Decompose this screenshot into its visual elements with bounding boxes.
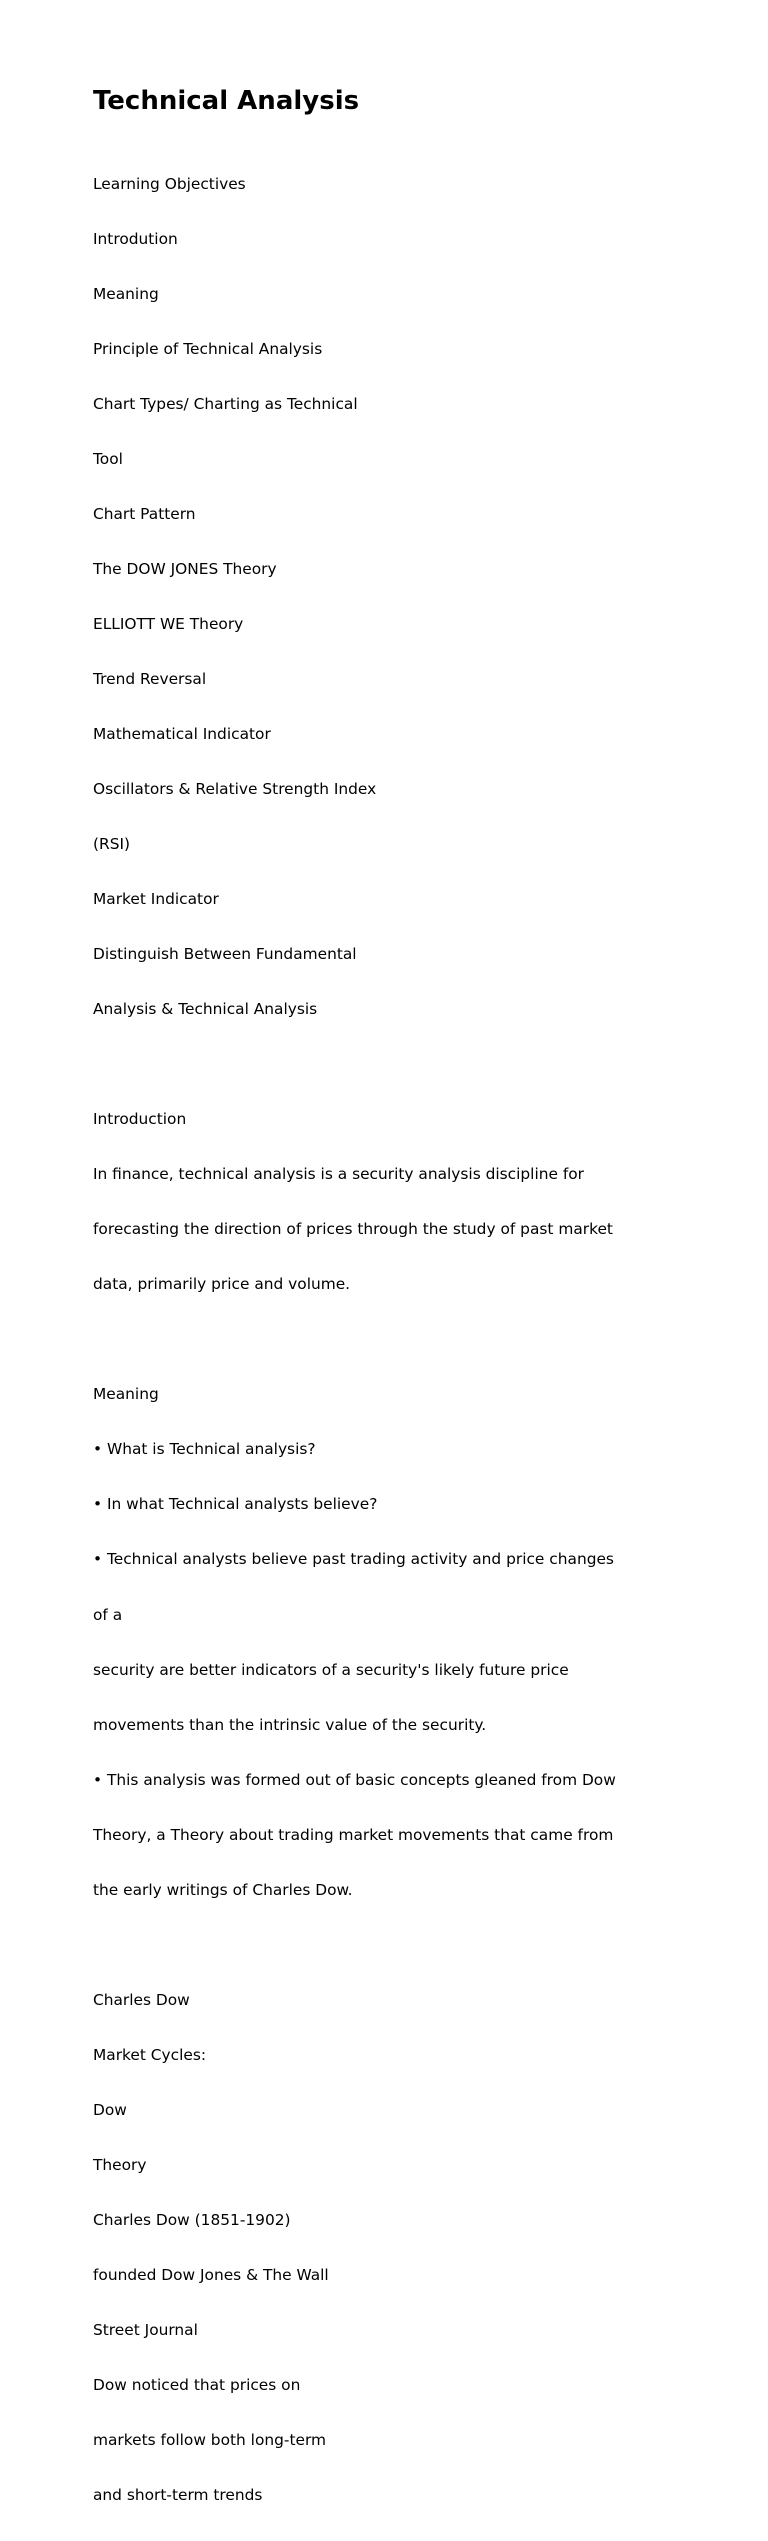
text-line: the early writings of Charles Dow.: [93, 1880, 353, 1899]
text-line: Introdution: [93, 229, 178, 248]
text-line: security are better indicators of a security's likely future price: [93, 1660, 569, 1679]
text-line: Trend Reversal: [93, 669, 207, 688]
section-heading-introduction: Introduction: [93, 1110, 187, 1129]
text-line: Market Cycles:: [93, 2045, 207, 2064]
text-line: Principle of Technical Analysis: [93, 339, 323, 358]
text-line: Theory, a Theory about trading market movements that came from: [93, 1825, 614, 1844]
document-page: [93, 84, 733, 2541]
text-line: data, primarily price and volume.: [93, 1275, 351, 1294]
text-line: Meaning: [93, 284, 159, 303]
text-line: and short-term trends: [93, 2486, 263, 2504]
bullet-line: • What is Technical analysis?: [93, 1440, 316, 1459]
text-line: of a: [93, 1605, 123, 1624]
text-line: Analysis & Technical Analysis: [93, 1000, 318, 1019]
text-line: Charles Dow (1851-1902): [93, 2210, 291, 2229]
bullet-line: • In what Technical analysts believe?: [93, 1495, 378, 1514]
text-line: Dow: [93, 2100, 127, 2119]
document-body: [93, 138, 733, 2541]
text-line: Learning Objectives: [93, 174, 246, 193]
text-line: ELLIOTT WE Theory: [93, 614, 244, 633]
text-line: Tool: [93, 449, 123, 468]
blank-line: [93, 1936, 733, 1954]
text-line: Chart Pattern: [93, 504, 196, 523]
bullet-line: • This analysis was formed out of basic concepts gleaned from Dow: [93, 1770, 616, 1789]
blank-line: [93, 1055, 733, 1073]
text-line: forecasting the direction of prices through the study of past market: [93, 1220, 613, 1239]
text-line: Mathematical Indicator: [93, 725, 271, 743]
text-line: Street Journal: [93, 2320, 198, 2339]
blank-line: [93, 1330, 733, 1348]
section-heading-charles-dow: Charles Dow: [93, 1990, 190, 2009]
text-line: (RSI): [93, 835, 131, 854]
text-line: movements than the intrinsic value of the security.: [93, 1715, 487, 1734]
document-title: Technical Analysis: [93, 86, 360, 116]
text-line: Dow noticed that prices on: [93, 2375, 301, 2394]
bullet-line: • Technical analysts believe past trading activity and price changes: [93, 1550, 614, 1569]
section-heading-meaning: Meaning: [93, 1385, 159, 1404]
text-line: Oscillators & Relative Strength Index: [93, 780, 377, 799]
text-line: The DOW JONES Theory: [93, 559, 277, 578]
text-line: Distinguish Between Fundamental: [93, 945, 357, 964]
text-line: Market Indicator: [93, 890, 219, 909]
text-line: markets follow both long-term: [93, 2430, 327, 2449]
text-line: Theory: [93, 2155, 147, 2174]
text-line: Chart Types/ Charting as Technical: [93, 394, 358, 413]
text-line: founded Dow Jones & The Wall: [93, 2265, 329, 2284]
text-line: In finance, technical analysis is a security analysis discipline for: [93, 1165, 585, 1184]
